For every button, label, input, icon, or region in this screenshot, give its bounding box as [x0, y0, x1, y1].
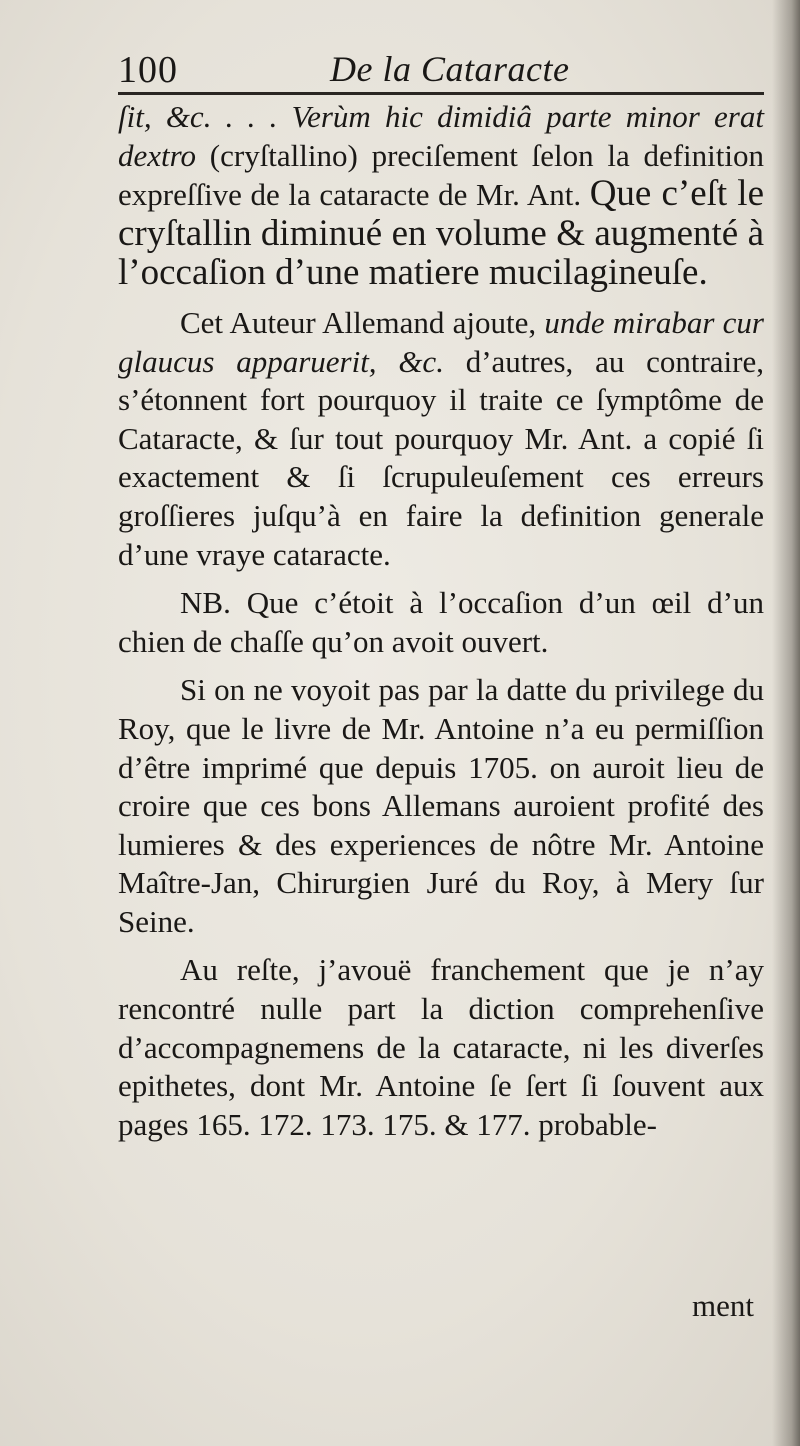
body-text: [118, 98, 764, 1154]
paragraph-1-text: (cryſtallino) preciſement ſelon la definition expreſſive de la cataracte de Mr. Ant.: [118, 137, 764, 213]
definition-quote: Que c’eſt le cryſtallin diminué en volume & augmenté à l’occaſion d’une matiere mucilagineuſe.: [118, 173, 764, 294]
paragraph-3: NB. Que c’étoit à l’occaſion d’un œil d’un chien de chaſſe qu’on avoit ouvert.: [118, 585, 764, 659]
page-edge-shadow: [772, 0, 800, 1446]
catchword: ment: [692, 1288, 754, 1323]
paragraph-2: [118, 304, 764, 574]
page-number: 100: [118, 49, 178, 91]
paragraph-1: [118, 98, 764, 294]
paragraph-4: Si on ne voyoit pas par la datte du privilege du Roy, que le livre de Mr. Antoine n’a eu permiſſion d’être imprimé que depuis 1705. on auroit lieu de croire que ces bons Allemans auroient profité des lumieres & des experiences de nôtre Mr. Antoine Maître-Jan, Chirurgien Juré du Roy, à Mery ſur Seine.: [118, 672, 764, 939]
latin-quote: ſit, &c. . . . Verùm hic dimidiâ parte minor erat dextro: [118, 99, 764, 173]
paragraph-5: Au reſte, j’avouë franchement que je n’ay rencontré nulle part la diction comprehenſive d’accompagnemens de la cataracte, ni les diverſes epithetes, dont Mr. Antoine ſe ſert ſi ſouvent aux pages 165. 172. 173. 175. & 177. probable-: [118, 952, 764, 1142]
page-header: [118, 42, 764, 94]
paragraph-2-lead: Cet Auteur Allemand ajoute,: [180, 304, 545, 340]
header-rule: [118, 92, 764, 95]
paragraph-2-text: d’autres, au contraire, s’étonnent fort pourquoy il traite ce ſymptôme de Cataracte, & ſur tout pourquoy Mr. Ant. a copié ſi exactement & ſi ſcrupuleuſement ces erreurs groſſieres juſqu’à en faire la definition generale d’une vraye cataracte.: [118, 343, 764, 572]
running-title: De la Cataracte: [330, 49, 570, 89]
latin-citation: unde mirabar cur glaucus apparuerit, &c.: [118, 304, 764, 379]
